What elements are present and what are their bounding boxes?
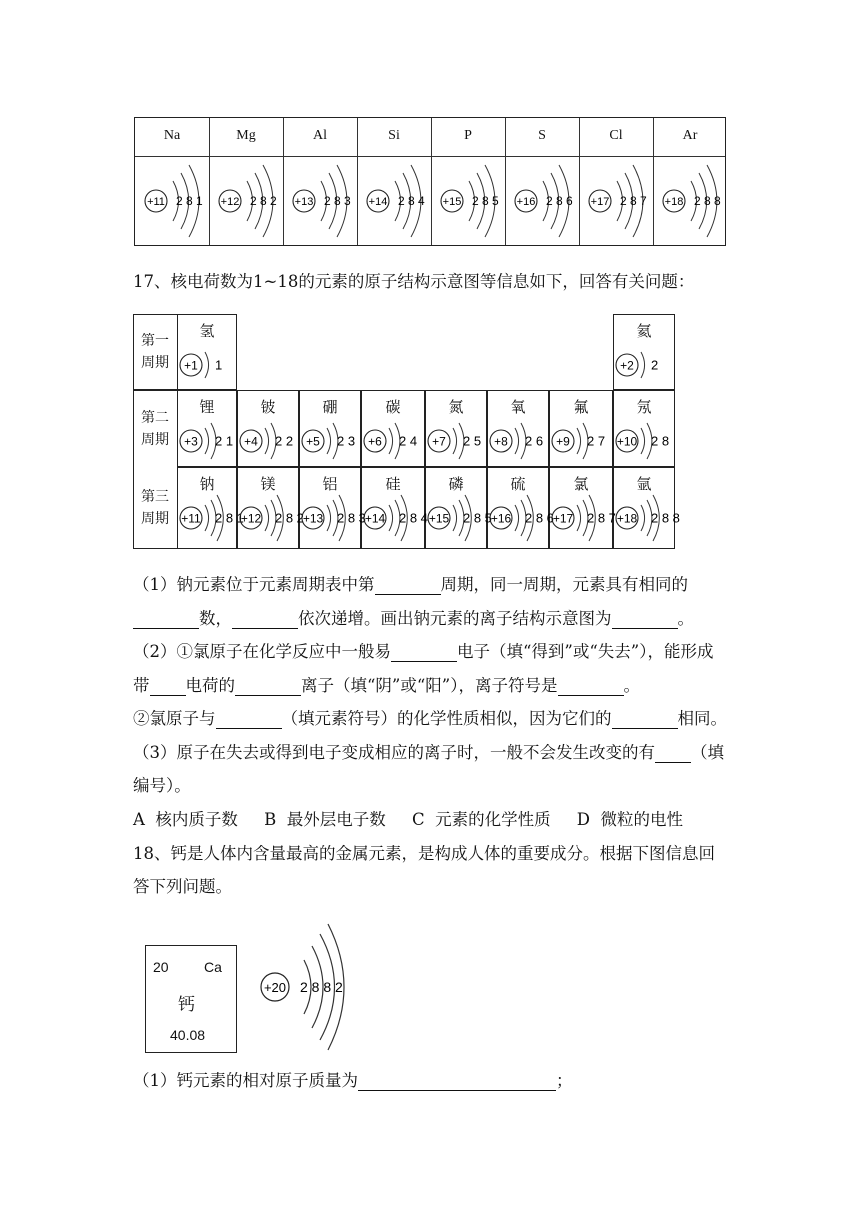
nucleus-charge: +16 [490, 511, 512, 526]
nucleus-charge: +18 [616, 511, 638, 526]
nucleus-charge: +12 [240, 511, 262, 526]
q17-p2-text-b: 电子（填“得到”或“失去”），能形成 [457, 642, 714, 661]
electron-counts: 2 5 [463, 433, 482, 449]
electron-shell-arc [205, 352, 209, 378]
nucleus-charge: +20 [263, 980, 287, 995]
element-name: 锂 [199, 398, 215, 416]
electron-shell-arc [641, 428, 645, 454]
element-symbol: S [538, 128, 546, 143]
element-symbol: Mg [236, 128, 256, 143]
q18-p1-end: ； [556, 1071, 573, 1090]
electron-shell-arc [577, 505, 581, 531]
electron-counts: 2 8 2 [250, 193, 277, 208]
nucleus-charge: +18 [664, 195, 684, 208]
electron-counts: 2 8 6 [546, 193, 573, 208]
atom-cell [357, 156, 431, 246]
nucleus-charge: +13 [302, 511, 324, 526]
atom-structure-diagram [283, 156, 357, 246]
q17-p3-text-a: （3）原子在失去或得到电子变成相应的离子时，一般不会发生改变的有 [133, 743, 655, 762]
answer-blank[interactable] [235, 680, 301, 696]
electron-counts: 2 3 [337, 433, 356, 449]
nucleus-charge: +7 [432, 434, 446, 449]
nucleus-charge: +14 [368, 195, 388, 208]
answer-blank[interactable] [558, 680, 624, 696]
electron-shell-arc [515, 505, 519, 531]
period-label: 第三 周期 [141, 489, 169, 527]
atom-cell [177, 495, 244, 539]
electron-shells: 2 8 8 2 [300, 979, 343, 995]
atom-cell [361, 495, 428, 539]
question-18-stem-line2: 答下列问题。 [133, 877, 232, 896]
atom-structure-diagram [505, 156, 579, 246]
q17-part1-line1 [133, 575, 688, 595]
element-name: 硫 [510, 475, 526, 493]
atom-structure-diagram [613, 495, 680, 541]
electron-shell-arc [205, 428, 209, 454]
element-symbol: Si [388, 128, 400, 143]
electron-shell-arc [265, 505, 269, 531]
electron-counts: 2 6 [525, 433, 544, 449]
answer-blank[interactable] [612, 713, 678, 729]
electron-counts: 2 8 4 [399, 510, 428, 526]
atom-cell [177, 342, 239, 386]
nucleus-charge: +10 [616, 434, 638, 449]
element-name: 碳 [385, 398, 401, 416]
atom-cell [299, 418, 361, 462]
electron-shell-arc [265, 428, 269, 454]
answer-blank[interactable] [133, 613, 199, 629]
electron-counts: 2 8 8 [651, 510, 680, 526]
atom-cell [653, 156, 727, 246]
electron-counts: 2 8 1 [176, 193, 203, 208]
atom-structure-diagram [177, 418, 237, 464]
atom-structure-diagram [549, 418, 613, 464]
nucleus-charge: +9 [556, 434, 570, 449]
electron-shell-arc [577, 428, 581, 454]
element-name: 铍 [260, 398, 276, 416]
answer-blank[interactable] [375, 579, 441, 595]
period-label: 第二 周期 [141, 409, 169, 448]
answer-blank[interactable] [232, 613, 298, 629]
electron-shell-arc [327, 428, 331, 454]
q17-p2-text-i: 相同。 [677, 709, 727, 728]
electron-shell-arc [453, 505, 457, 531]
atom-structure-diagram [237, 418, 299, 464]
q17-part2-line3 [133, 709, 727, 729]
electron-counts: 2 8 3 [337, 510, 366, 526]
nucleus-charge: +11 [181, 511, 201, 526]
element-table-na-ar [134, 117, 726, 246]
nucleus-charge: +14 [364, 511, 386, 526]
nucleus-charge: +6 [368, 434, 382, 449]
element-symbol: Ca [204, 959, 222, 975]
electron-counts: 2 8 2 [275, 510, 304, 526]
atom-structure-diagram [361, 418, 425, 464]
question-18-stem-line1: 18、钙是人体内含量最高的金属元素，是构成人体的重要成分。根据下图信息回 [133, 844, 715, 863]
electron-shell-arc [641, 505, 645, 531]
nucleus-charge: +15 [428, 511, 450, 526]
element-symbol: Cl [609, 128, 623, 143]
answer-blank[interactable] [358, 1075, 556, 1091]
periodic-table-1-18 [133, 314, 680, 549]
atom-cell [487, 418, 549, 462]
atom-structure-diagram [613, 342, 675, 388]
electron-counts: 2 8 7 [587, 510, 616, 526]
element-name: 氢 [199, 322, 215, 340]
electron-counts: 2 8 5 [472, 193, 499, 208]
element-name: 钙 [178, 995, 195, 1015]
q18-part1 [133, 1071, 573, 1091]
atom-structure-diagram [613, 418, 675, 464]
element-name: 氩 [636, 475, 652, 493]
answer-blank[interactable] [150, 680, 186, 696]
atom-cell [361, 418, 423, 462]
element-name: 氦 [636, 322, 652, 340]
element-symbol: Ar [682, 128, 698, 143]
atomic-number: 20 [153, 959, 169, 975]
electron-counts: 2 8 6 [525, 510, 554, 526]
nucleus-charge: +16 [516, 195, 536, 208]
answer-blank[interactable] [655, 747, 691, 763]
answer-blank[interactable] [216, 713, 282, 729]
nucleus-charge: +5 [306, 434, 320, 449]
nucleus-charge: +12 [220, 195, 240, 208]
electron-counts: 2 8 3 [324, 193, 351, 208]
electron-counts: 2 2 [275, 433, 294, 449]
atom-cell [549, 418, 611, 462]
answer-blank[interactable] [612, 613, 678, 629]
q17-p1-text-e: 。 [677, 609, 694, 628]
q17-options: A 核内质子数 B 最外层电子数 C 元素的化学性质 D 微粒的电性 [133, 810, 684, 829]
atom-structure-diagram [487, 418, 549, 464]
q17-p2-text-f: 。 [623, 676, 640, 695]
electron-shell-arc [389, 428, 393, 454]
atom-cell [613, 418, 675, 462]
atom-structure-diagram [431, 156, 505, 246]
period-label: 第一 周期 [141, 333, 169, 371]
nucleus-charge: +17 [552, 511, 574, 526]
element-name: 氖 [636, 398, 652, 416]
q17-part3-line2: 编号）。 [133, 776, 191, 795]
atom-structure-diagram [177, 495, 244, 541]
atom-cell [299, 495, 366, 539]
atom-structure-diagram [237, 495, 304, 541]
element-name: 硼 [322, 398, 338, 416]
q17-p1-text-c: 数， [199, 609, 232, 628]
atom-structure-diagram [361, 495, 428, 541]
atom-structure-diagram [579, 156, 653, 246]
atom-cell [431, 156, 505, 246]
electron-counts: 2 1 [215, 433, 234, 449]
q17-p1-text-d: 依次递增。画出钠元素的离子结构示意图为 [298, 609, 612, 628]
element-name: 氯 [573, 475, 589, 493]
nucleus-charge: +4 [244, 434, 258, 449]
q17-part2-line1 [133, 642, 714, 662]
nucleus-charge: +1 [184, 358, 198, 373]
calcium-element-card [145, 945, 237, 1053]
element-name: 磷 [448, 475, 464, 493]
atom-structure-diagram [425, 418, 487, 464]
q17-p2-text-a: （2）①氯原子在化学反应中一般易 [133, 642, 391, 661]
atom-cell [505, 156, 579, 246]
nucleus-charge: +13 [294, 195, 314, 208]
atom-structure-diagram [209, 156, 283, 246]
q17-p2-text-d: 电荷的 [185, 676, 235, 695]
atom-structure-diagram [299, 418, 361, 464]
nucleus-charge: +2 [620, 358, 634, 373]
element-name: 铝 [322, 475, 338, 493]
electron-counts: 2 8 8 [694, 193, 721, 208]
electron-shell-arc [453, 428, 457, 454]
nucleus-charge: +17 [590, 195, 610, 208]
atom-cell [209, 156, 283, 246]
atom-cell [579, 156, 653, 246]
element-symbol: Al [313, 128, 327, 143]
electron-counts: 2 8 [651, 433, 670, 449]
electron-counts: 2 8 4 [398, 193, 425, 208]
element-name: 钠 [199, 475, 215, 493]
q17-p2-text-g: ②氯原子与 [133, 709, 216, 728]
element-name: 氧 [510, 398, 526, 416]
element-name: 氮 [448, 398, 464, 416]
atom-structure-diagram [425, 495, 492, 541]
nucleus-charge: +3 [184, 434, 198, 449]
atom-structure-diagram [549, 495, 616, 541]
electron-shell-arc [205, 505, 209, 531]
atom-cell [237, 495, 304, 539]
atom-cell [135, 156, 209, 246]
nucleus-charge: +8 [494, 434, 508, 449]
atom-cell [613, 495, 680, 539]
atom-cell [237, 418, 299, 462]
q17-p1-text-b: 周期，同一周期，元素具有相同的 [440, 575, 688, 594]
q17-part3-line1 [133, 743, 724, 763]
atom-cell [487, 495, 554, 539]
atom-cell [549, 495, 616, 539]
atom-structure-diagram [653, 156, 727, 246]
q17-part2-line2 [133, 676, 640, 696]
atomic-mass: 40.08 [170, 1027, 206, 1043]
q17-p2-text-h: （填元素符号）的化学性质相似，因为它们的 [281, 709, 612, 728]
q17-p2-text-e: 离子（填“阴”或“阳”），离子符号是 [301, 676, 558, 695]
element-name: 镁 [260, 475, 276, 493]
atom-cell [283, 156, 357, 246]
q18-p1-text: （1）钙元素的相对原子质量为 [133, 1071, 358, 1090]
atom-structure-diagram [357, 156, 431, 246]
electron-counts: 1 [215, 357, 223, 373]
atom-cell [425, 418, 487, 462]
q17-p3-text-b: （填 [691, 743, 724, 762]
q17-p1-text-a: （1）钠元素位于元素周期表中第 [133, 575, 375, 594]
electron-counts: 2 8 7 [620, 193, 647, 208]
electron-counts: 2 8 5 [463, 510, 492, 526]
atom-cell [613, 342, 675, 386]
q17-p2-text-c: 带 [133, 676, 150, 695]
element-name: 氟 [573, 398, 589, 416]
element-symbol: Na [163, 128, 181, 143]
nucleus-charge: +15 [442, 195, 462, 208]
atom-structure-diagram [299, 495, 366, 541]
atom-structure-diagram [135, 156, 209, 246]
electron-counts: 2 7 [587, 433, 606, 449]
atom-structure-diagram [177, 342, 237, 388]
electron-shell-arc [389, 505, 393, 531]
element-symbol: P [464, 128, 472, 143]
atom-structure-diagram [487, 495, 554, 541]
answer-blank[interactable] [391, 646, 457, 662]
electron-counts: 2 4 [399, 433, 418, 449]
element-name: 硅 [385, 475, 401, 493]
calcium-atom-structure-diagram [252, 920, 362, 1060]
atom-cell [425, 495, 492, 539]
electron-counts: 2 [651, 357, 659, 373]
q17-part1-line2 [133, 609, 694, 629]
electron-shell-arc [515, 428, 519, 454]
nucleus-charge: +11 [147, 195, 165, 208]
question-17-stem: 17、核电荷数为1~18的元素的原子结构示意图等信息如下，回答有关问题： [133, 272, 695, 291]
electron-counts: 2 8 1 [215, 510, 244, 526]
electron-shell-arc [641, 352, 645, 378]
atom-cell [177, 418, 239, 462]
electron-shell-arc [327, 505, 331, 531]
